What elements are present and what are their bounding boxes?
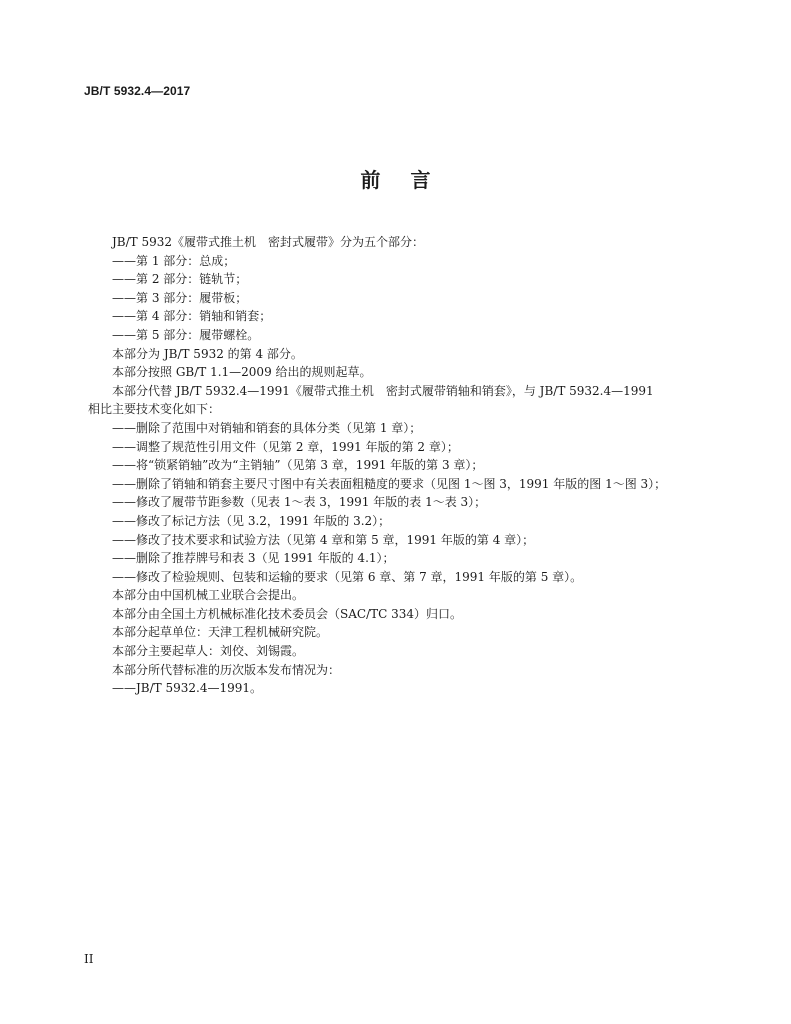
paragraph-drafters: 本部分主要起草人：刘佼、刘锡霞。 [112, 644, 305, 659]
history-item: ——JB/T 5932.4—1991。 [112, 681, 263, 696]
change-item: ——修改了技术要求和试验方法（见第 4 章和第 5 章，1991 年版的第 4 章）； [112, 532, 535, 547]
document-code-header: JB/T 5932.4—2017 [84, 84, 191, 98]
change-item: ——删除了销轴和销套主要尺寸图中有关表面粗糙度的要求（见图 1～图 3，1991 年版的图 1～图 3）； [112, 476, 667, 491]
change-item: ——修改了履带节距参数（见表 1～表 3，1991 年版的表 1～表 3）； [112, 495, 487, 510]
page-title: 前言 [360, 168, 461, 192]
paragraph-part-statement: 本部分为 JB/T 5932 的第 4 部分。 [112, 346, 303, 361]
list-item-part-1: ——第 1 部分：总成； [112, 253, 236, 268]
change-item: ——修改了标记方法（见 3.2，1991 年版的 3.2）； [112, 513, 391, 528]
paragraph-drafting-rule: 本部分按照 GB/T 1.1—2009 给出的规则起草。 [112, 365, 372, 380]
page-number: II [84, 952, 94, 966]
paragraph-committee: 本部分由全国土方机械标准化技术委员会（SAC/TC 334）归口。 [112, 606, 463, 621]
change-item: ——修改了检验规则、包装和运输的要求（见第 6 章、第 7 章，1991 年版的第 5 章）。 [112, 569, 583, 584]
change-item: ——将“锁紧销轴”改为“主销轴”（见第 3 章，1991 年版的第 3 章）； [112, 458, 484, 473]
change-item: ——删除了推荐牌号和表 3（见 1991 年版的 4.1）； [112, 551, 395, 566]
paragraph-intro: JB/T 5932《履带式推土机 密封式履带》分为五个部分： [112, 235, 425, 249]
paragraph-proposer: 本部分由中国机械工业联合会提出。 [112, 588, 305, 603]
list-item-part-2: ——第 2 部分：链轨节； [112, 272, 248, 287]
change-item: ——调整了规范性引用文件（见第 2 章，1991 年版的第 2 章）； [112, 439, 459, 454]
list-item-part-3: ——第 3 部分：履带板； [112, 290, 248, 305]
paragraph-replacement: 本部分代替 JB/T 5932.4—1991《履带式推土机 密封式履带销轴和销套》，与 JB/T 5932.4—1991 相比主要技术变化如下： [88, 383, 654, 417]
paragraph-history: 本部分所代替标准的历次版本发布情况为： [112, 662, 341, 677]
document-body [88, 233, 668, 698]
list-item-part-4: ——第 4 部分：销轴和销套； [112, 309, 272, 324]
list-item-part-5: ——第 5 部分：履带螺栓。 [112, 327, 260, 342]
change-item: ——删除了范围中对销轴和销套的具体分类（见第 1 章）； [112, 420, 422, 435]
paragraph-drafting-unit: 本部分起草单位：天津工程机械研究院。 [112, 625, 329, 640]
